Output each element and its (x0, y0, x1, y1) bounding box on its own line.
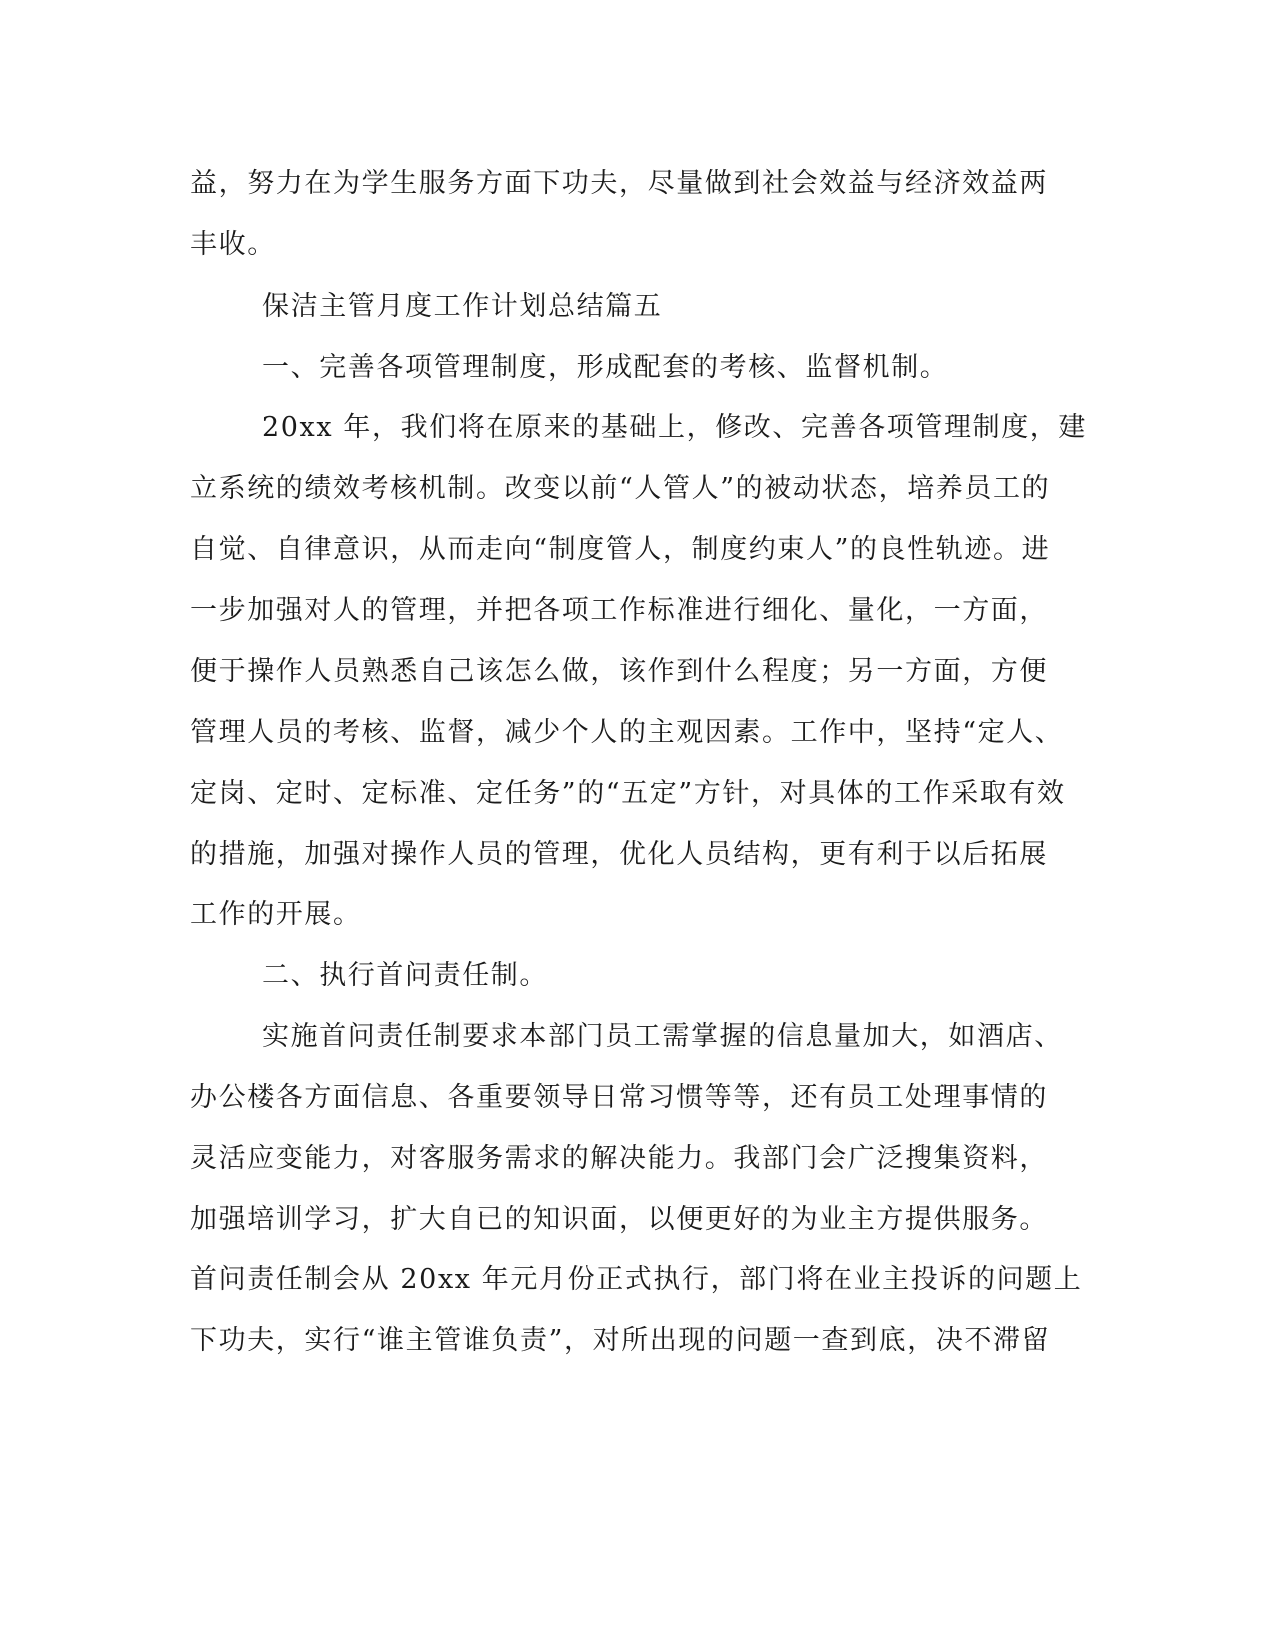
paragraph-line: 下功夫，实行“谁主管谁负责”，对所出现的问题一查到底，决不滞留 (190, 1325, 1051, 1356)
paragraph-line: 便于操作人员熟悉自己该怎么做，该作到什么程度；另一方面，方便 (190, 656, 1048, 687)
paragraph-line: 丰收。 (190, 229, 276, 260)
paragraph-line: 实施首问责任制要求本部门员工需掌握的信息量加大，如酒店、 (262, 1021, 1063, 1052)
paragraph-line: 加强培训学习，扩大自已的知识面，以便更好的为业主方提供服务。 (190, 1204, 1048, 1235)
section-heading: 一、完善各项管理制度，形成配套的考核、监督机制。 (262, 352, 949, 383)
paragraph-line: 管理人员的考核、监督，减少个人的主观因素。工作中，坚持“定人、 (190, 717, 1064, 748)
paragraph-line: 的措施，加强对操作人员的管理，优化人员结构，更有利于以后拓展 (190, 839, 1048, 870)
paragraph-line: 工作的开展。 (190, 899, 362, 930)
paragraph-line: 定岗、定时、定标准、定任务”的“五定”方针，对具体的工作采取有效 (190, 778, 1066, 809)
paragraph-line: 益，努力在为学生服务方面下功夫，尽量做到社会效益与经济效益两 (190, 168, 1048, 199)
paragraph-line: 办公楼各方面信息、各重要领导日常习惯等等，还有员工处理事情的 (190, 1082, 1048, 1113)
paragraph-line: 首问责任制会从 20xx 年元月份正式执行，部门将在业主投诉的问题上 (190, 1264, 1083, 1295)
paragraph-line: 灵活应变能力，对客服务需求的解决能力。我部门会广泛搜集资料， (190, 1143, 1048, 1174)
section-title: 保洁主管月度工作计划总结篇五 (262, 291, 663, 322)
paragraph-line: 自觉、自律意识，从而走向“制度管人，制度约束人”的良性轨迹。进 (190, 534, 1051, 565)
paragraph-line: 立系统的绩效考核机制。改变以前“人管人”的被动状态，培养员工的 (190, 473, 1051, 504)
paragraph-line: 一步加强对人的管理，并把各项工作标准进行细化、量化，一方面， (190, 595, 1048, 626)
paragraph-line: 20xx 年，我们将在原来的基础上，修改、完善各项管理制度，建 (262, 412, 1087, 443)
section-heading: 二、执行首问责任制。 (262, 960, 548, 991)
